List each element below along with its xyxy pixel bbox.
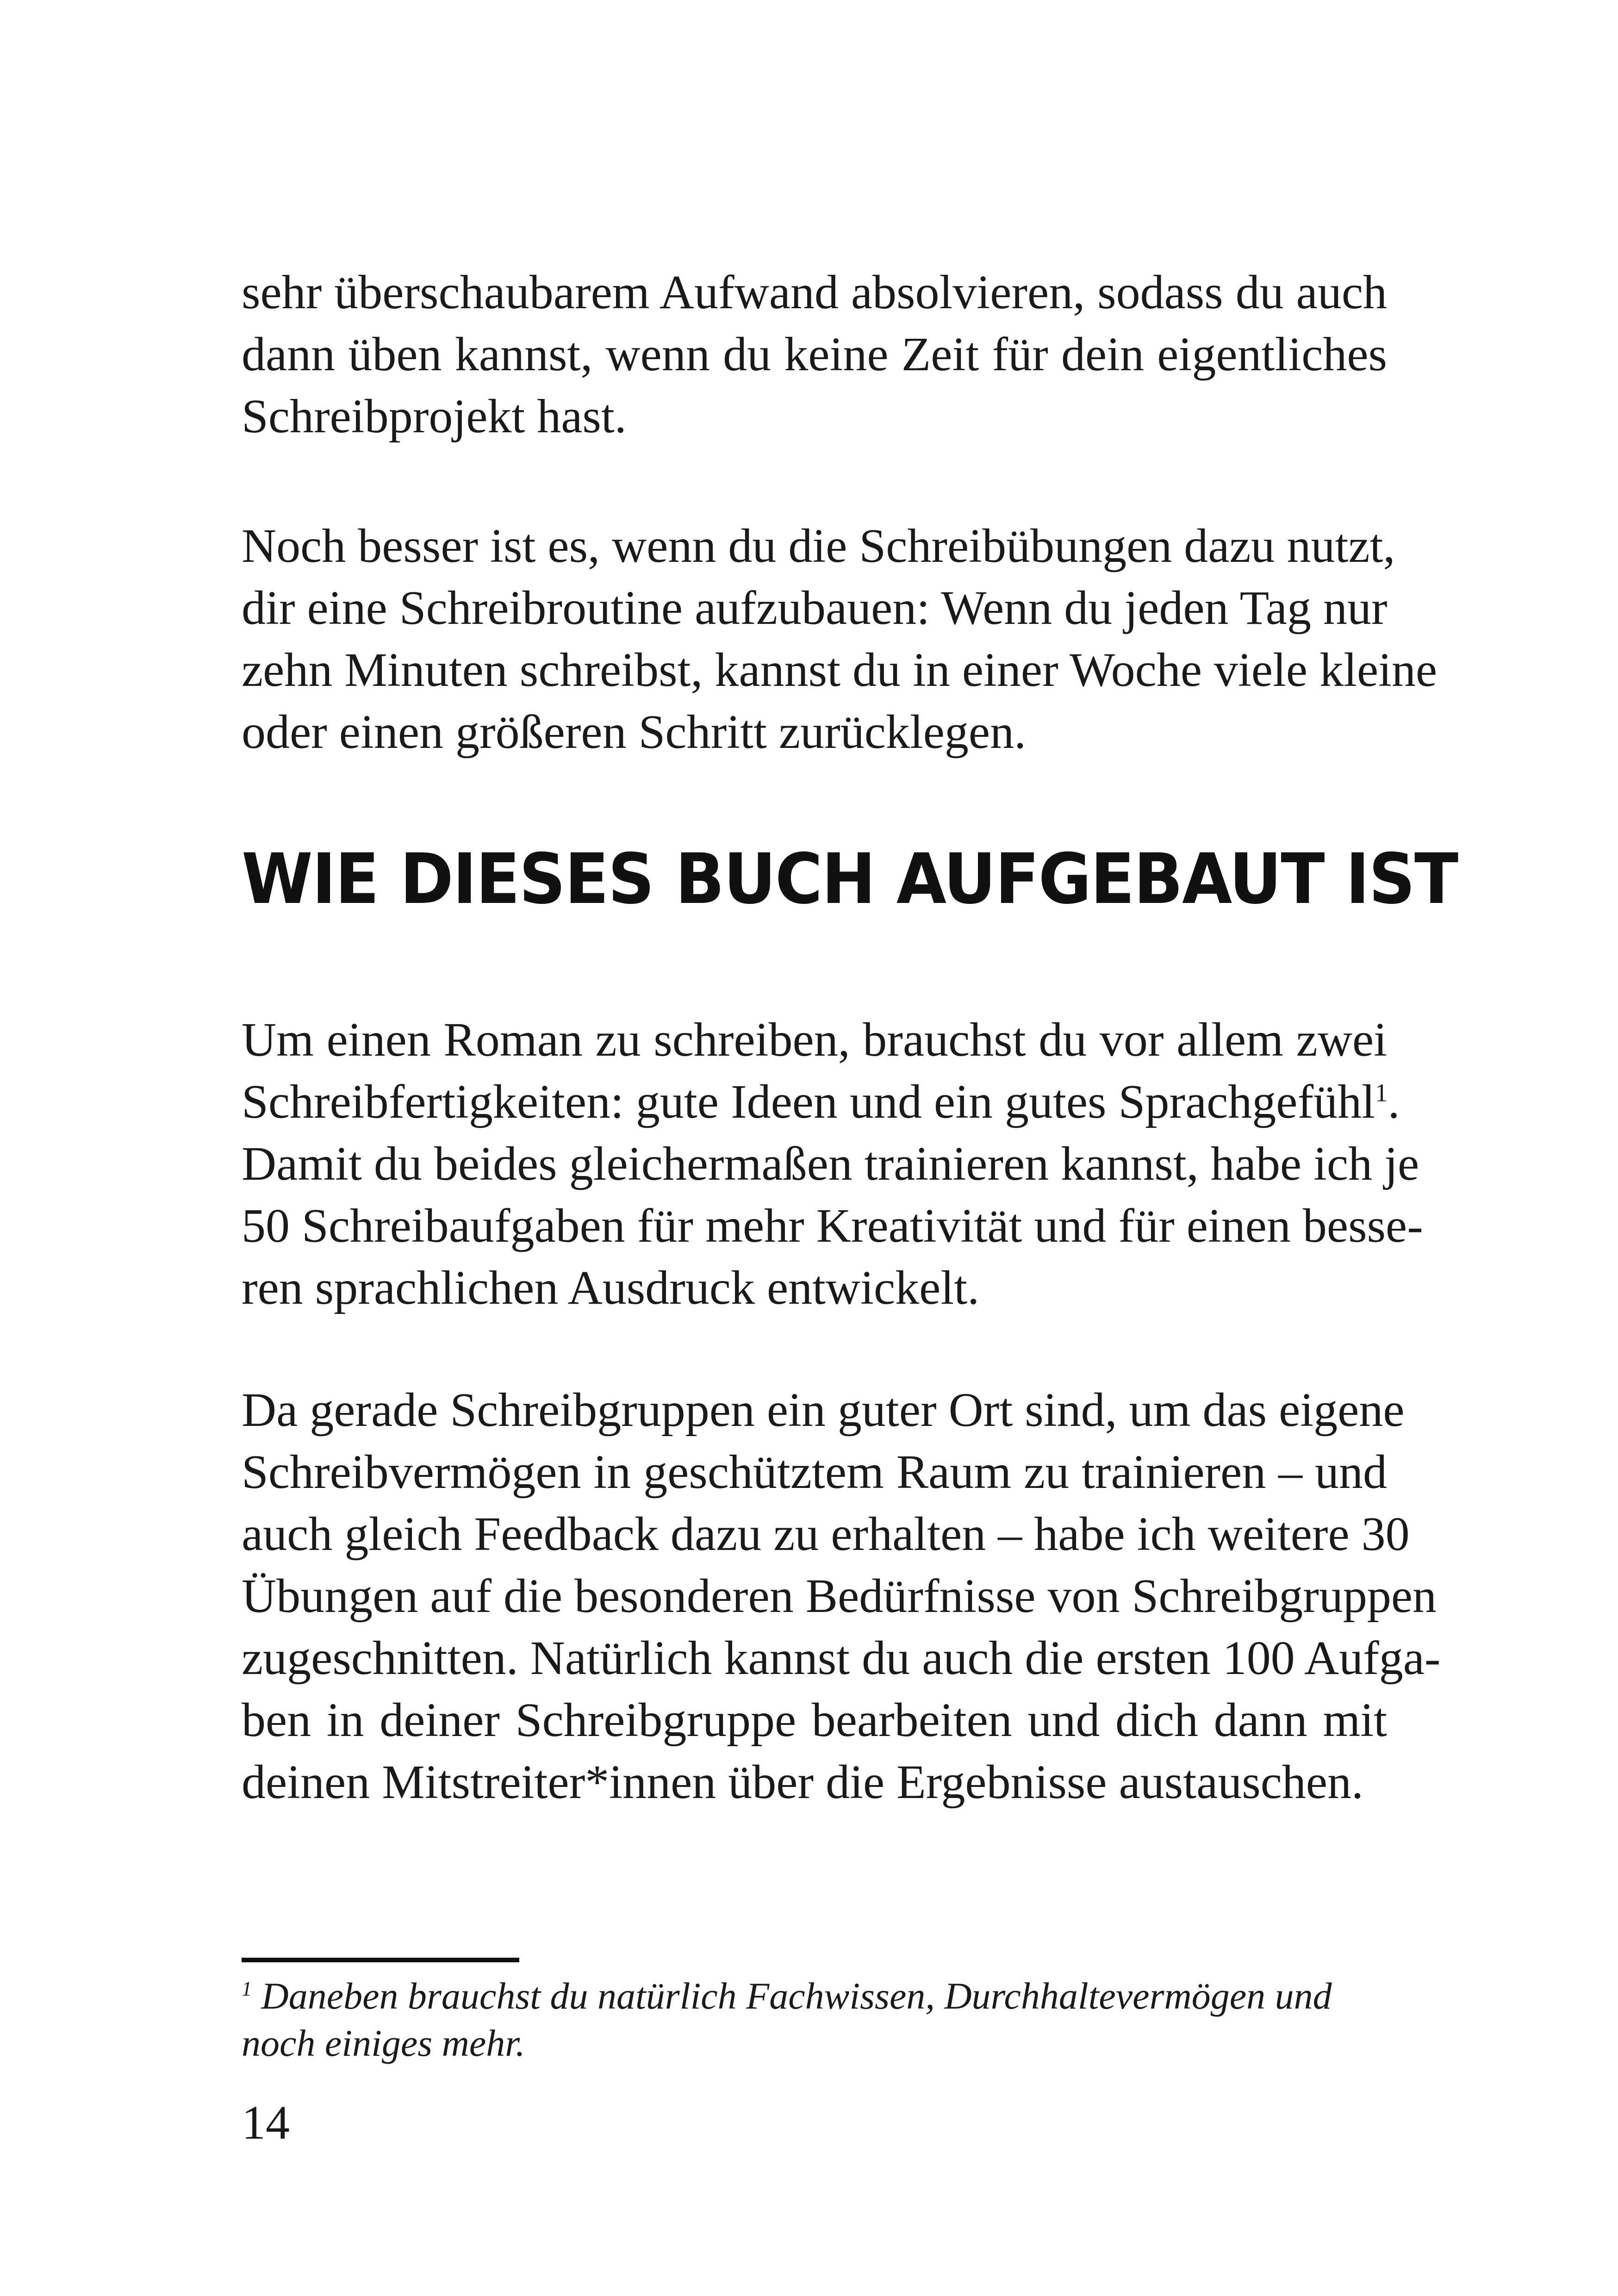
paragraph-book-structure <box>242 1009 1423 1319</box>
paragraph-line: Übungen auf die besonderen Bedürfnisse von Schreibgruppen <box>242 1569 1437 1623</box>
paragraph-line: deinen Mitstreiter*innen über die Ergebnisse austauschen. <box>242 1755 1364 1809</box>
paragraph-writing-groups <box>242 1379 1441 1813</box>
paragraph-line: Da gerade Schreibgruppen ein guter Ort sind, um das eigene <box>242 1383 1405 1437</box>
paragraph-line: ren sprachlichen Ausdruck entwickelt. <box>242 1261 980 1314</box>
paragraph-line: Noch besser ist es, wenn du die Schreibübungen dazu nutzt, <box>242 519 1395 572</box>
paragraph-line-end: . <box>1388 1075 1400 1128</box>
paragraph-line: ben in deiner Schreibgruppe bearbeiten und dich dann mit <box>242 1693 1387 1747</box>
paragraph-line: zehn Minuten schreibst, kannst du in einer Woche viele kleine <box>242 643 1438 697</box>
paragraph-line: dir eine Schreibroutine aufzubauen: Wenn du jeden Tag nur <box>242 581 1388 635</box>
footnote-marker: 1 <box>242 1977 252 2000</box>
page-number: 14 <box>242 2096 290 2149</box>
footnote-line: Daneben brauchst du natürlich Fachwissen, Durchhaltevermögen und <box>261 1975 1332 2017</box>
paragraph-line: sehr überschaubarem Aufwand absolvieren, sodass du auch <box>242 266 1387 319</box>
footnote-reference[interactable]: 1 <box>1375 1078 1388 1107</box>
footnote-line: noch einiges mehr. <box>242 2022 525 2064</box>
footnote-divider <box>242 1958 519 1962</box>
paragraph-line: 50 Schreibaufgaben für mehr Kreativität und für einen besse- <box>242 1199 1423 1252</box>
paragraph-line: auch gleich Feedback dazu zu erhalten – habe ich weitere 30 <box>242 1507 1410 1561</box>
paragraph-line-text: Schreibfertigkeiten: gute Ideen und ein gutes Sprachgefühl <box>242 1075 1375 1128</box>
paragraph-line: Damit du beides gleichermaßen trainieren kannst, habe ich je <box>242 1137 1419 1190</box>
paragraph-intro-continued <box>242 261 1387 448</box>
paragraph-line: Schreibvermögen in geschütztem Raum zu trainieren – und <box>242 1445 1387 1499</box>
paragraph-routine <box>242 515 1438 763</box>
section-heading: WIE DIESES BUCH AUFGEBAUT IST <box>242 839 1458 920</box>
footnote <box>242 1972 1387 2067</box>
paragraph-line: Um einen Roman zu schreiben, brauchst du vor allem zwei <box>242 1013 1387 1066</box>
paragraph-line: zugeschnitten. Natürlich kannst du auch die ersten 100 Aufga- <box>242 1631 1441 1685</box>
paragraph-line: oder einen größeren Schritt zurücklegen. <box>242 705 1027 759</box>
paragraph-line: Schreibprojekt hast. <box>242 390 627 443</box>
paragraph-line <box>242 1071 1400 1133</box>
paragraph-line: dann üben kannst, wenn du keine Zeit für dein eigentliches <box>242 328 1387 381</box>
